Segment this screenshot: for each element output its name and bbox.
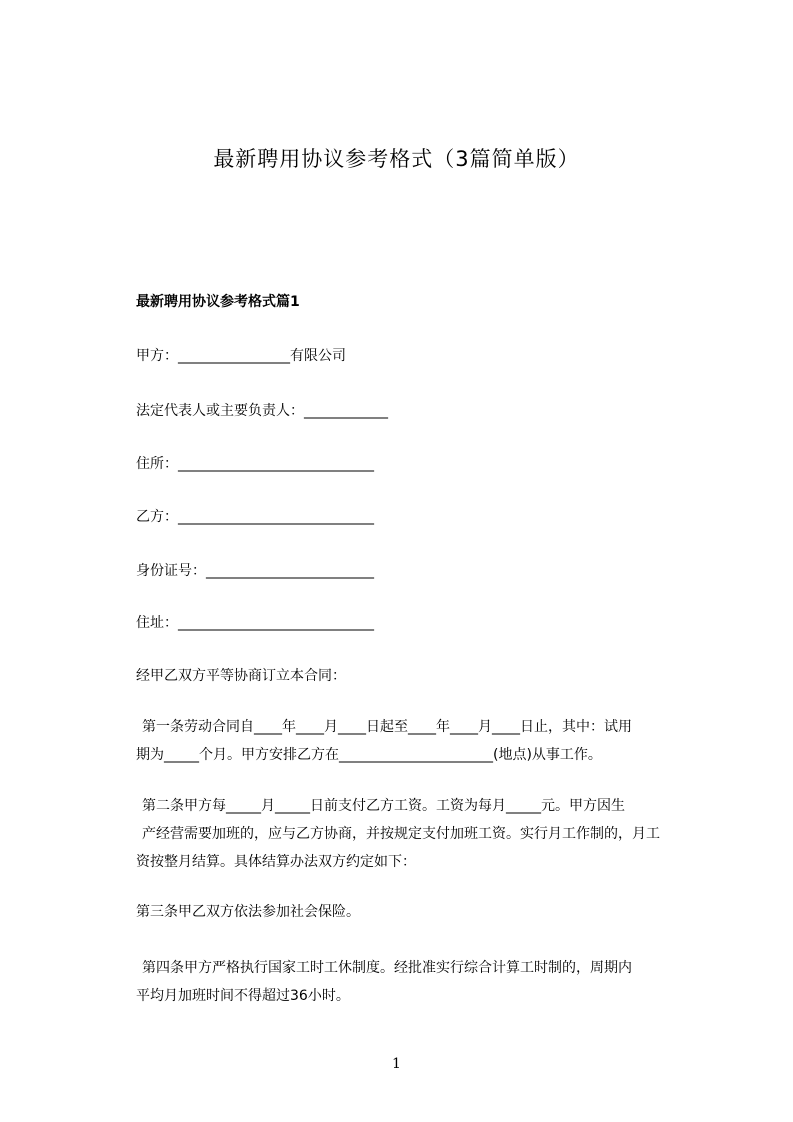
intro-line: 经甲乙双方平等协商订立本合同： xyxy=(136,668,346,684)
clause-1-line-2: 期为_____个月。甲方安排乙方在______________________(地点)从事工作。 xyxy=(136,747,602,763)
field-address-b: 住址：____________________________ xyxy=(136,615,374,631)
clause-1 xyxy=(136,713,716,769)
field-legal-representative: 法定代表人或主要负责人：____________ xyxy=(136,403,388,419)
field-party-b: 乙方：____________________________ xyxy=(136,509,374,525)
clause-2-line-3: 资按整月结算。具体结算办法双方约定如下： xyxy=(136,854,416,870)
clause-3-line-1: 第三条甲乙双方依法参加社会保险。 xyxy=(136,904,360,920)
section-heading: 最新聘用协议参考格式篇1 xyxy=(136,294,300,310)
document-title: 最新聘用协议参考格式（3篇简单版） xyxy=(213,147,580,171)
page-number: 1 xyxy=(392,1056,401,1072)
clause-2-line-1: 第二条甲方每_____月_____日前支付乙方工资。工资为每月_____元。甲方因生 xyxy=(142,798,625,814)
clause-2-line-2: 产经营需要加班的，应与乙方协商，并按规定支付加班工资。实行月工作制的，月工 xyxy=(142,826,660,842)
clause-2 xyxy=(136,792,716,876)
clause-3 xyxy=(136,898,716,926)
field-id-number: 身份证号：________________________ xyxy=(136,563,374,579)
field-party-a: 甲方：________________有限公司 xyxy=(136,348,346,364)
clause-4-line-1: 第四条甲方严格执行国家工时工休制度。经批准实行综合计算工时制的，周期内 xyxy=(142,960,632,976)
field-address-a: 住所：____________________________ xyxy=(136,456,374,472)
clause-1-line-1: 第一条劳动合同自____年____月____日起至____年____月____日止，其中：试用 xyxy=(142,719,632,735)
clause-4 xyxy=(136,954,716,1010)
clause-4-line-2: 平均月加班时间不得超过36小时。 xyxy=(136,988,350,1004)
